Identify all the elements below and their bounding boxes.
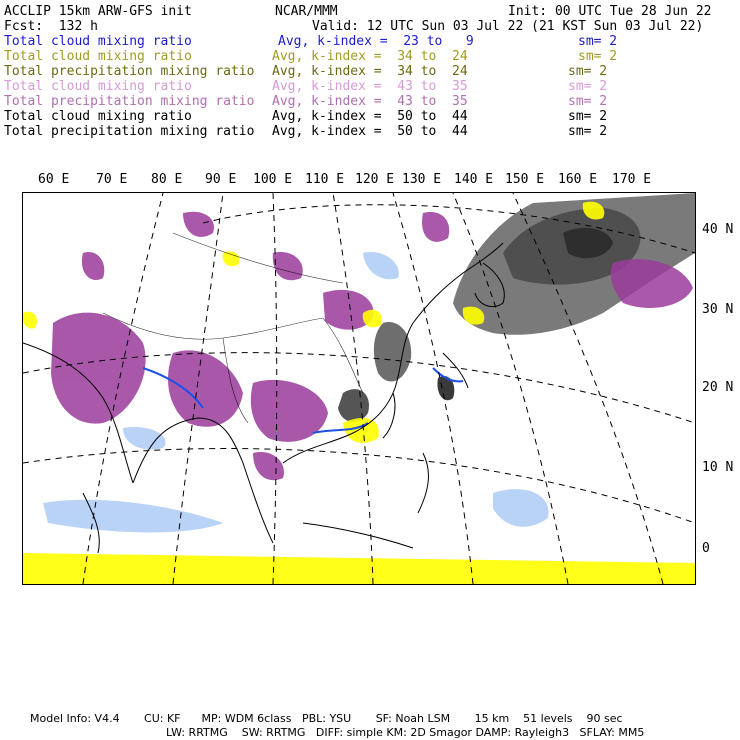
lon-label: 110 E [305, 172, 345, 187]
physics-info: LW: RRTMG SW: RRTMG DIFF: simple KM: 2D Smagor DAMP: Rayleigh3 SFLAY: MM5 [166, 726, 645, 739]
legend-smoothing: sm= 2 [578, 49, 618, 64]
lon-label: 90 E [205, 172, 237, 187]
legend-k-index: Avg, k-index = 23 to 9 [278, 34, 474, 49]
model-info: Model Info: V4.4 CU: KF MP: WDM 6class PBL: YSU SF: Noah LSM 15 km 51 levels 90 sec [30, 712, 623, 725]
lon-label: 160 E [558, 172, 598, 187]
lat-label: 40 N [702, 222, 734, 237]
legend-smoothing: sm= 2 [568, 109, 608, 124]
legend-field-name: Total precipitation mixing ratio [4, 64, 255, 79]
legend-smoothing: sm= 2 [578, 34, 618, 49]
lon-label: 120 E [355, 172, 395, 187]
legend-field-name: Total cloud mixing ratio [4, 79, 192, 94]
valid-time: Valid: 12 UTC Sun 03 Jul 22 (21 KST Sun 03 Jul 22) [312, 19, 704, 34]
legend-k-index: Avg, k-index = 43 to 35 [272, 79, 468, 94]
lon-label: 60 E [38, 172, 70, 187]
legend-smoothing: sm= 2 [568, 124, 608, 139]
gray-cloud-deck [338, 193, 695, 422]
legend-k-index: Avg, k-index = 34 to 24 [272, 64, 468, 79]
legend-smoothing: sm= 2 [568, 94, 608, 109]
legend-k-index: Avg, k-index = 50 to 44 [272, 124, 468, 139]
lat-label: 0 [702, 541, 710, 556]
weather-map [23, 193, 695, 584]
legend-k-index: Avg, k-index = 50 to 44 [272, 109, 468, 124]
legend-k-index: Avg, k-index = 34 to 24 [272, 49, 468, 64]
legend-field-name: Total cloud mixing ratio [4, 109, 192, 124]
model-title: ACCLIP 15km ARW-GFS init [4, 4, 192, 19]
legend-k-index: Avg, k-index = 43 to 35 [272, 94, 468, 109]
lat-label: 30 N [702, 302, 734, 317]
org-label: NCAR/MMM [275, 4, 338, 19]
lon-label: 130 E [402, 172, 442, 187]
legend-field-name: Total cloud mixing ratio [4, 49, 192, 64]
legend-field-name: Total precipitation mixing ratio [4, 124, 255, 139]
legend-smoothing: sm= 2 [568, 79, 608, 94]
lon-label: 80 E [151, 172, 183, 187]
lon-label: 150 E [505, 172, 545, 187]
legend-smoothing: sm= 2 [568, 64, 608, 79]
legend-field-name: Total precipitation mixing ratio [4, 94, 255, 109]
map-panel [22, 192, 696, 585]
lon-label: 170 E [612, 172, 652, 187]
lat-label: 10 N [702, 460, 734, 475]
lon-label: 100 E [253, 172, 293, 187]
lon-label: 70 E [96, 172, 128, 187]
lat-label: 20 N [702, 380, 734, 395]
init-time: Init: 00 UTC Tue 28 Jun 22 [508, 4, 712, 19]
legend-field-name: Total cloud mixing ratio [4, 34, 192, 49]
lon-label: 140 E [454, 172, 494, 187]
forecast-hour: Fcst: 132 h [4, 19, 98, 34]
